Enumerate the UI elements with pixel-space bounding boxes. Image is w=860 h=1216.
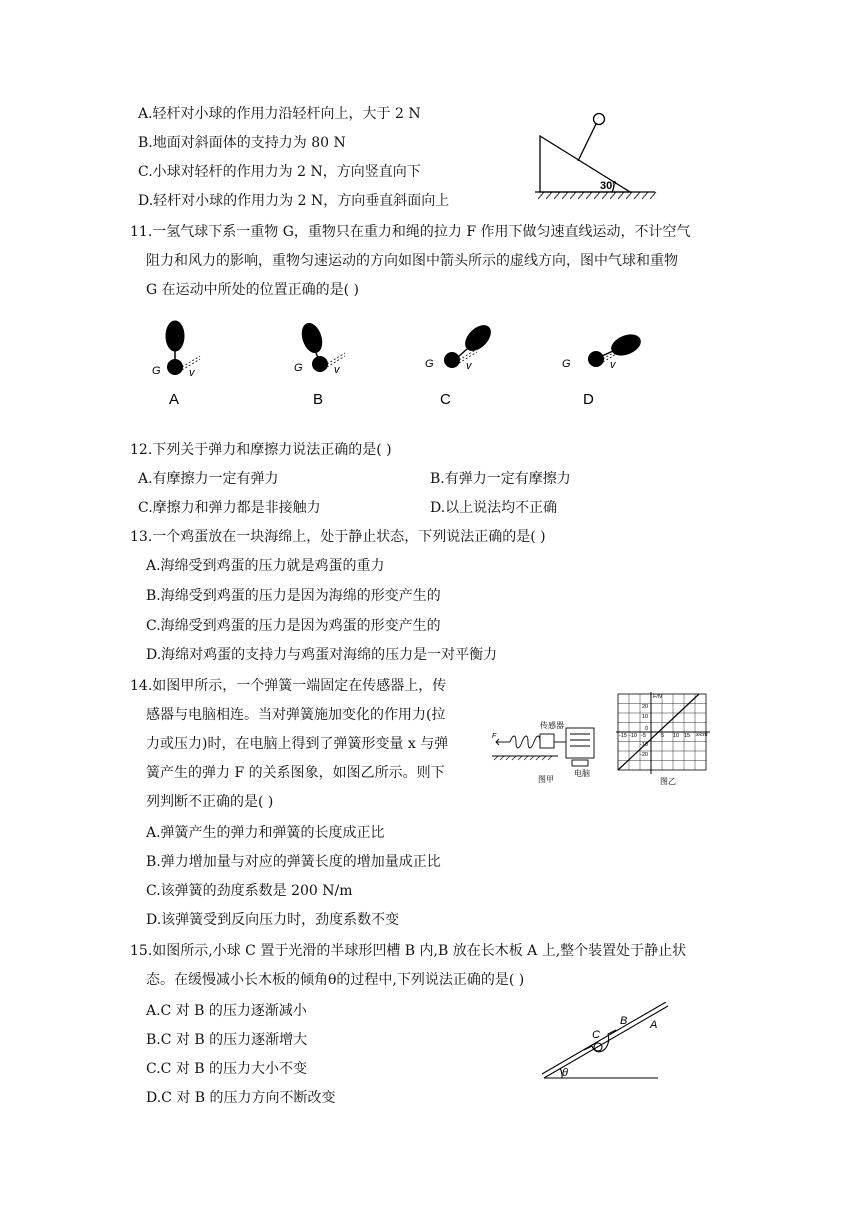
svg-text:G: G: [425, 358, 434, 370]
q10-option-c: C.小球对轻杆的作用力为 2 N，方向竖直向下: [138, 164, 421, 180]
q10-option-a: A.轻杆对小球的作用力沿轻杆向上，大于 2 N: [138, 106, 421, 122]
q13-option-d: D.海绵对鸡蛋的支持力与鸡蛋对海绵的压力是一对平衡力: [146, 647, 498, 663]
q14-stem-line-2: 感器与电脑相连。当对弹簧施加变化的作用力(拉: [146, 707, 446, 723]
svg-text:5: 5: [661, 733, 665, 739]
label-d: D: [583, 391, 594, 408]
light-rod: [578, 124, 596, 161]
svg-text:-10: -10: [629, 733, 637, 739]
q15-option-c: C.C 对 B 的压力大小不变: [146, 1061, 308, 1077]
q15-incline-figure: [540, 1002, 674, 1084]
q11-stem-line-3: G 在运动中所处的位置正确的是( ): [146, 282, 360, 298]
q11-balloon-figure: [140, 316, 660, 416]
sensor-box: [540, 734, 554, 748]
svg-text:-20: -20: [640, 752, 648, 758]
q14-figure-yi: [614, 690, 714, 790]
q15-option-d: D.C 对 B 的压力方向不断改变: [146, 1090, 336, 1106]
q14-option-d: D.该弹簧受到反向压力时，劲度系数不变: [146, 912, 400, 928]
q14-option-c: C.该弹簧的劲度系数是 200 N/m: [146, 883, 353, 899]
svg-text:A: A: [650, 1019, 658, 1031]
label-b: B: [313, 391, 324, 408]
q11-stem-line-2: 阻力和风力的影响，重物匀速运动的方向如图中箭头所示的虚线方向，图中气球和重物: [146, 253, 678, 269]
q12-option-d: D.以上说法均不正确: [430, 500, 558, 516]
fig-jia-caption: 图甲: [538, 775, 554, 784]
svg-text:G: G: [152, 365, 161, 377]
q14-stem-line-3: 力或压力)时，在电脑上得到了弹簧形变量 x 与弹: [146, 736, 449, 752]
q14-stem-line-1: 14.如图甲所示，一个弹簧一端固定在传感器上，传: [130, 678, 447, 694]
q11-stem-line-1: 11.一氢气球下系一重物 G，重物只在重力和绳的拉力 F 作用下做匀速直线运动，不计空气: [130, 224, 691, 240]
svg-text:-10: -10: [640, 742, 648, 748]
small-ball: [594, 114, 605, 125]
svg-text:v: v: [189, 367, 195, 379]
q12-option-c: C.摩擦力和弹力都是非接触力: [138, 500, 321, 516]
fig-yi-caption: 图乙: [660, 777, 676, 786]
computer-label: 电脑: [574, 769, 590, 778]
q14-figure-jia: [488, 712, 606, 784]
q13-option-c: C.海绵受到鸡蛋的压力是因为鸡蛋的形变产生的: [146, 618, 441, 634]
svg-text:-15: -15: [619, 733, 627, 739]
q14-stem-line-5: 列判断不正确的是( ): [146, 794, 274, 810]
svg-text:0: 0: [645, 726, 649, 732]
q13-option-a: A.海绵受到鸡蛋的压力就是鸡蛋的重力: [146, 558, 385, 574]
q13-stem: 13.一个鸡蛋放在一块海绵上，处于静止状态，下列说法正确的是( ): [130, 529, 546, 545]
plank-a-top: [542, 1002, 666, 1074]
sensor-label: 传感器: [540, 721, 564, 730]
label-c: C: [440, 391, 451, 408]
q13-option-b: B.海绵受到鸡蛋的压力是因为海绵的形变产生的: [146, 588, 441, 604]
svg-text:-5: -5: [641, 733, 646, 739]
angle-label: 30°: [600, 180, 617, 192]
q15-option-a: A.C 对 B 的压力逐渐减小: [146, 1003, 307, 1019]
svg-text:15: 15: [684, 733, 691, 739]
q15-stem-line-2: 态。在缓慢减小长木板的倾角θ的过程中,下列说法正确的是( ): [146, 972, 525, 988]
computer-monitor: [566, 728, 594, 758]
svg-text:v: v: [610, 359, 616, 371]
svg-text:G: G: [562, 358, 571, 370]
spring-coil: [510, 736, 540, 748]
svg-text:10: 10: [673, 733, 680, 739]
svg-text:G: G: [294, 362, 303, 374]
svg-text:B: B: [620, 1015, 628, 1027]
svg-text:C: C: [592, 1029, 600, 1041]
svg-text:F/N: F/N: [653, 694, 662, 700]
svg-text:v: v: [466, 360, 472, 372]
q12-option-b: B.有弹力一定有摩擦力: [430, 471, 571, 487]
q12-option-a: A.有摩擦力一定有弹力: [138, 471, 279, 487]
svg-text:v: v: [334, 364, 340, 376]
balloon-option-d: [589, 331, 644, 366]
q12-stem: 12.下列关于弹力和摩擦力说法正确的是( ): [130, 442, 392, 458]
q10-option-b: B.地面对斜面体的支持力为 80 N: [138, 135, 346, 151]
table-hatch: [494, 756, 552, 760]
svg-text:10: 10: [642, 714, 649, 720]
ground-hatch: [538, 192, 656, 199]
svg-text:θ: θ: [562, 1067, 568, 1079]
q14-option-b: B.弹力增加量与对应的弹簧长度的增加量成正比: [146, 854, 441, 870]
svg-text:20: 20: [642, 704, 649, 710]
q10-option-d: D.轻杆对小球的作用力为 2 N，方向垂直斜面向上: [138, 193, 450, 209]
balloon-option-a: [166, 321, 200, 375]
svg-text:F: F: [492, 733, 497, 740]
q14-option-a: A.弹簧产生的弹力和弹簧的长度成正比: [146, 825, 385, 841]
q15-option-b: B.C 对 B 的压力逐渐增大: [146, 1032, 308, 1048]
q10-incline-figure: [530, 104, 660, 200]
svg-text:x/cm: x/cm: [696, 732, 708, 738]
q14-stem-line-4: 簧产生的弹力 F 的关系图象，如图乙所示。则下: [146, 765, 445, 781]
label-a: A: [169, 391, 180, 408]
q15-stem-line-1: 15.如图所示,小球 C 置于光滑的半球形凹槽 B 内,B 放在长木板 A 上,整个装置处于静止状: [130, 943, 687, 959]
